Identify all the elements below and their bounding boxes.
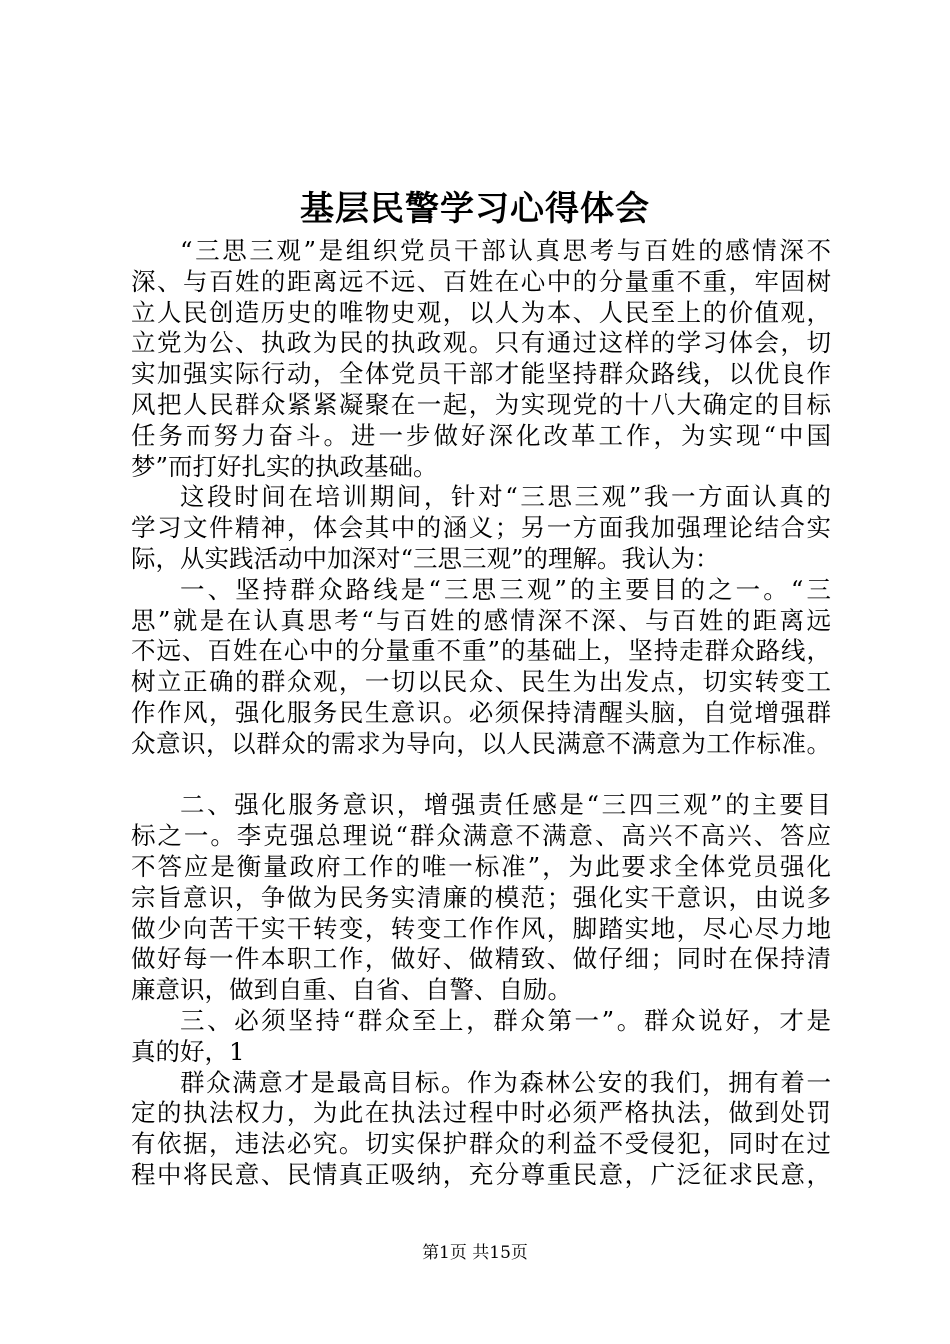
text-line: 不答应是衡量政府工作的唯一标准”，为此要求全体党员强化 [131, 851, 831, 881]
text-line: 一、坚持群众路线是“三思三观”的主要目的之一。“三 [180, 574, 831, 604]
text-line: 众意识，以群众的需求为导向，以人民满意不满意为工作标准。 [131, 728, 831, 758]
text-line: 梦”而打好扎实的执政基础。 [131, 451, 438, 481]
text-line: 任务而努力奋斗。进一步做好深化改革工作，为实现“中国 [131, 420, 831, 450]
text-line: 群众满意才是最高目标。作为森林公安的我们，拥有着一 [180, 1067, 831, 1097]
text-line: 作作风，强化服务民生意识。必须保持清醒头脑，自觉增强群 [131, 697, 831, 727]
text-line: 树立正确的群众观，一切以民众、民生为出发点，切实转变工 [131, 667, 831, 697]
text-line: 有依据，违法必究。切实保护群众的利益不受侵犯，同时在过 [131, 1129, 831, 1159]
text-line: 风把人民群众紧紧凝聚在一起，为实现党的十八大确定的目标 [131, 389, 831, 419]
text-line: 做好每一件本职工作，做好、做精致、做仔细；同时在保持清 [131, 944, 831, 974]
text-line: 三、必须坚持“群众至上，群众第一”。群众说好，才是 [180, 1005, 831, 1035]
text-line: 深、与百姓的距离远不远、百姓在心中的分量重不重，牢固树 [131, 266, 831, 296]
text-line: 标之一。李克强总理说“群众满意不满意、高兴不高兴、答应 [131, 821, 831, 851]
text-line: “三思三观”是组织党员干部认真思考与百姓的感情深不 [180, 236, 831, 265]
text-line: 宗旨意识，争做为民务实清廉的模范；强化实干意识，由说多 [131, 882, 831, 912]
text-line: 二、强化服务意识，增强责任感是“三四三观”的主要目 [180, 790, 831, 820]
text-line: 廉意识，做到自重、自省、自警、自励。 [131, 975, 572, 1005]
text-line: 不远、百姓在心中的分量重不重”的基础上，坚持走群众路线， [131, 636, 831, 666]
text-line: 立党为公、执政为民的执政观。只有通过这样的学习体会，切 [131, 328, 831, 358]
text-line: 真的好，1 [131, 1036, 245, 1066]
text-line: 做少向苦干实干转变，转变工作作风，脚踏实地，尽心尽力地 [131, 913, 831, 943]
text-line: 程中将民意、民情真正吸纳，充分尊重民意，广泛征求民意， [131, 1159, 831, 1189]
blank-line [131, 760, 831, 791]
page-footer: 第1页 共15页 [422, 1243, 528, 1263]
text-line: 际，从实践活动中加深对“三思三观”的理解。我认为： [131, 543, 720, 573]
text-line: 学习文件精神，体会其中的涵义；另一方面我加强理论结合实 [131, 513, 831, 543]
text-line: 思”就是在认真思考“与百姓的感情深不深、与百姓的距离远 [131, 605, 831, 635]
text-line: 实加强实际行动，全体党员干部才能坚持群众路线，以优良作 [131, 359, 831, 389]
text-line: 这段时间在培训期间，针对“三思三观”我一方面认真的 [180, 482, 831, 512]
document-title: 基层民警学习心得体会 [300, 189, 650, 229]
text-line: 立人民创造历史的唯物史观，以人为本、人民至上的价值观， [131, 297, 831, 327]
document-body [131, 236, 831, 1191]
text-line: 定的执法权力，为此在执法过程中时必须严格执法，做到处罚 [131, 1098, 831, 1128]
